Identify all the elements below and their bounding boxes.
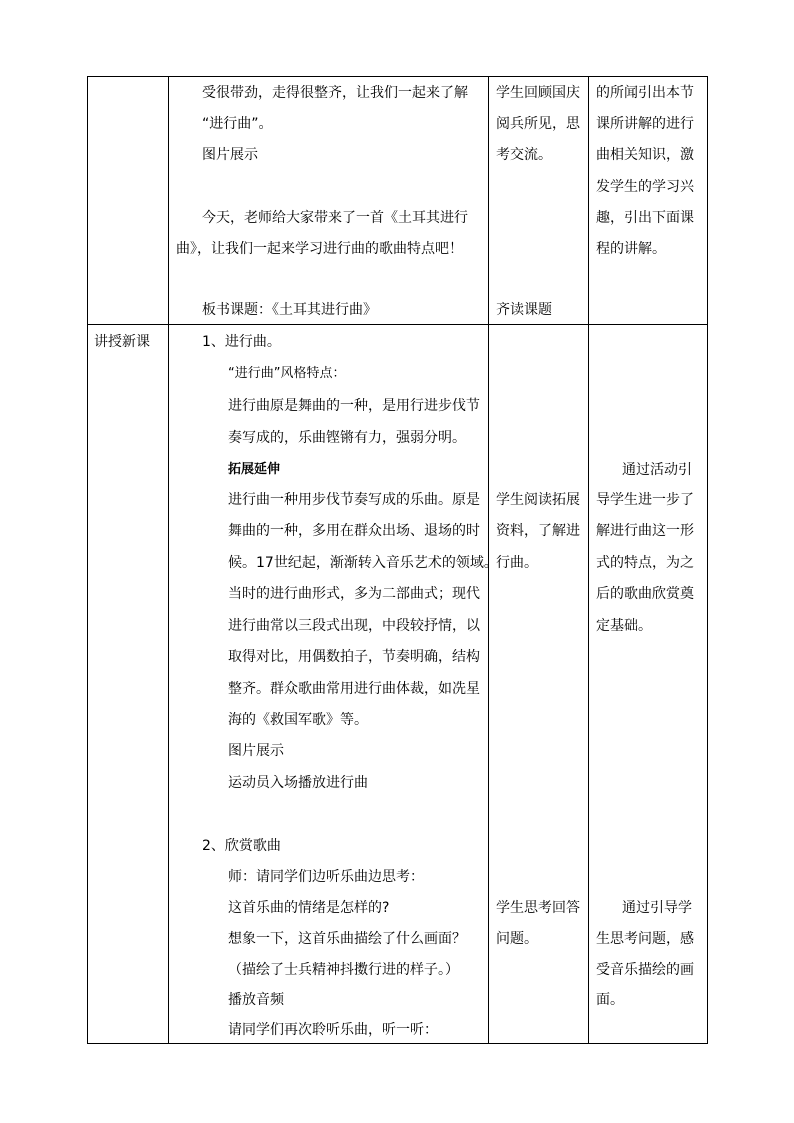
row2-intent-line: 通过引导学 (622, 900, 692, 916)
table-border-col3 (588, 76, 589, 1044)
row1-intent-line: 的所闻引出本节 (596, 85, 694, 101)
row1-content-line: “进行曲”。 (202, 116, 273, 132)
row2-activity-line: 行曲。 (496, 555, 538, 571)
row1-content-line: 今天，老师给大家带来了一首《土耳其进行 (202, 210, 468, 226)
row1-intent-line: 趣，引出下面课 (596, 210, 694, 226)
row2-content-line: 舞曲的一种，多用在群众出场、退场的时 (228, 523, 480, 539)
table-row-divider (87, 324, 708, 325)
row1-activity-line: 阅兵所见，思 (496, 116, 580, 132)
row2-content-line: 师：请同学们边听乐曲边思考： (228, 869, 424, 885)
row2-activity-line: 问题。 (496, 931, 538, 947)
row2-intent-line: 解进行曲这一形 (596, 523, 694, 539)
row2-content-line: 2、欣赏歌曲 (202, 838, 281, 854)
row1-content-line: 受很带劲，走得很整齐，让我们一起来了解 (202, 85, 468, 101)
row1-activity-line: 齐读课题 (496, 302, 552, 318)
row1-content-line: 板书课题：《土耳其进行曲》 (202, 302, 377, 318)
row1-content-line: 图片展示 (202, 147, 258, 163)
row2-content-line: 进行曲原是舞曲的一种，是用行进步伐节 (228, 398, 480, 414)
table-border-col1 (168, 76, 169, 1044)
row1-intent-line: 程的讲解。 (596, 241, 666, 257)
row2-content-line: 当时的进行曲形式，多为二部曲式；现代 (228, 586, 480, 602)
row2-content-line: 运动员入场播放进行曲 (228, 775, 368, 791)
row2-content-line: “进行曲”风格特点： (228, 366, 346, 381)
row2-content-line: （描绘了士兵精神抖擞行进的样子。） (228, 962, 459, 978)
row2-content-line: 取得对比，用偶数拍子，节奏明确，结构 (228, 649, 480, 665)
row2-intent-line: 面。 (596, 992, 624, 1008)
row2-content-line: 播放音频 (228, 992, 284, 1008)
table-border-right (707, 76, 708, 1044)
row2-stage-label: 讲授新课 (94, 334, 150, 350)
row2-content-line: 奏写成的，乐曲铿锵有力，强弱分明。 (228, 430, 466, 446)
row1-activity-line: 学生回顾国庆 (496, 85, 580, 101)
row2-content-line: 想象一下，这首乐曲描绘了什么画面？ (228, 931, 466, 947)
row2-intent-line: 定基础。 (596, 618, 652, 634)
row2-content-line: 图片展示 (228, 743, 284, 759)
row1-intent-line: 课所讲解的进行 (596, 116, 694, 132)
row2-content-line: 1、进行曲。 (202, 334, 281, 350)
row2-intent-line: 式的特点，为之 (596, 555, 694, 571)
table-border-bottom (87, 1043, 708, 1044)
row2-section-heading: 拓展延伸 (228, 462, 281, 477)
row2-content-line: 这首乐曲的情绪是怎样的? (228, 900, 390, 916)
row2-activity-line: 资料，了解进 (496, 523, 580, 539)
row2-intent-line: 导学生进一步了 (596, 492, 694, 508)
table-border-left (87, 76, 88, 1044)
row2-intent-line: 生思考问题，感 (596, 931, 694, 947)
row2-content-line: 进行曲常以三段式出现，中段较抒情，以 (228, 618, 480, 634)
row2-content-line: 进行曲一种用步伐节奏写成的乐曲。原是 (228, 492, 480, 508)
table-border-top (87, 76, 708, 77)
row2-content-line: 整齐。群众歌曲常用进行曲体裁，如冼星 (228, 681, 480, 697)
row1-activity-line: 考交流。 (496, 147, 552, 163)
row1-intent-line: 发学生的学习兴 (596, 179, 694, 195)
row1-content-line: 曲》，让我们一起来学习进行曲的歌曲特点吧！ (176, 241, 463, 257)
row1-intent-line: 曲相关知识，激 (596, 147, 694, 163)
row2-intent-line: 后的歌曲欣赏奠 (596, 586, 694, 602)
row2-activity-line: 学生思考回答 (496, 900, 580, 916)
row2-content-line: 请同学们再次聆听乐曲，听一听： (228, 1022, 438, 1038)
row2-intent-line: 通过活动引 (622, 462, 692, 478)
row2-intent-line: 受音乐描绘的画 (596, 962, 694, 978)
row2-content-line: 候。17世纪起，渐渐转入音乐艺术的领域。 (228, 555, 498, 571)
row2-content-line: 海的《救国军歌》等。 (228, 712, 368, 728)
row2-activity-line: 学生阅读拓展 (496, 492, 580, 508)
